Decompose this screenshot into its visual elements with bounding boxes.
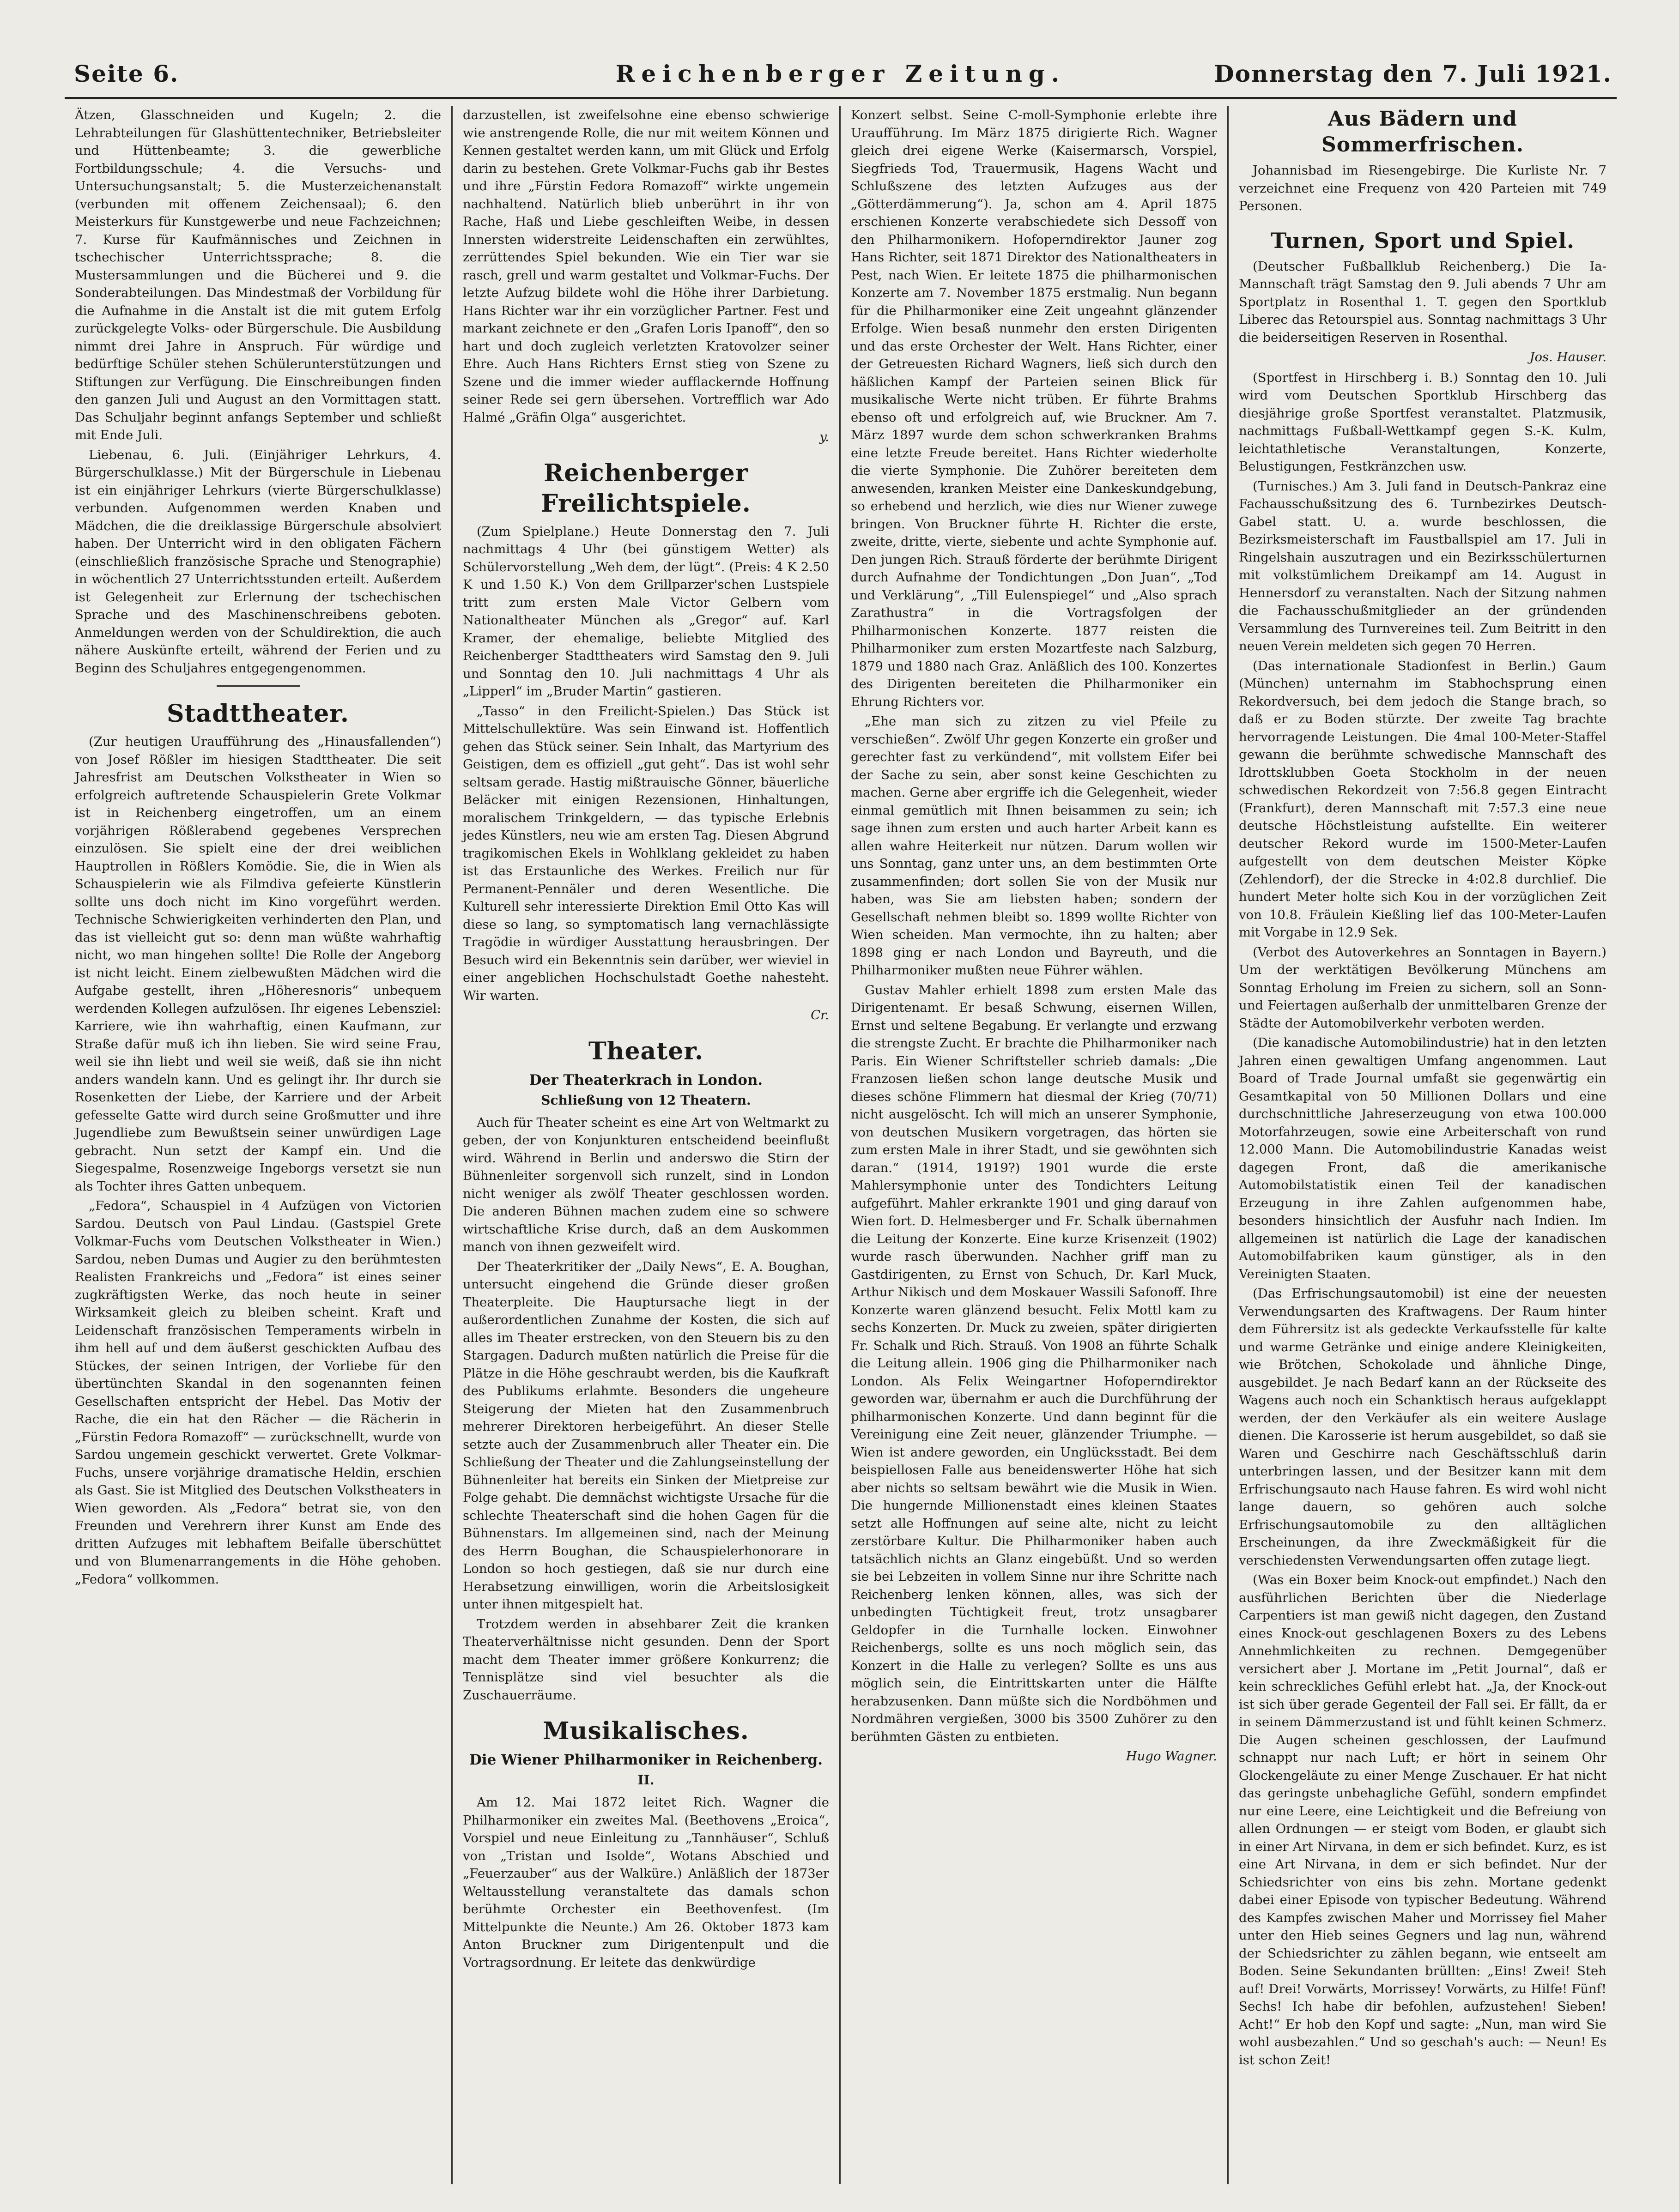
article-part-number: II. (637, 1772, 655, 1788)
article-paragraph: Liebenau, 6. Juli. (Einjähriger Lehrkurs, 4. Bürgerschulklasse.) Mit der Bürgerschule in Liebenau ist ein einjähriger Lehrkurs (vierte Bürgerschulklasse) verbunden. Aufgenommen werden Knaben und Mädchen, die die dreiklassige Bürgerschule absolviert haben. Der Unterricht wird in den obligaten Fächern (einschließlich französische Sprache und Stenographie) in wöchentlich 27 Unterrichtsstunden erteilt. Außerdem ist Gelegenheit zur Erlernung der tschechischen Sprache und des Maschinenschreibens geboten. Anmeldungen werden von der Schuldirektion, die auch nähere Auskünfte erteilt, während der Ferien und zu Beginn des Schuljahres entgegengenommen. (75, 447, 441, 676)
article-paragraph: Konzert selbst. Seine C-moll-Symphonie erlebte ihre Uraufführung. Im März 1875 dirigierte Rich. Wagner gleich drei eigene Werke (Kaisermarsch, Vorspiel, Siegfrieds Tod, Trauermusik, Hagens Wacht und Schlußszene des letzten Aufzuges aus der „Götterdämmerung“). Ja, schon am 4. April 1875 erschienen Konzerte verabschiedete sich Dessoff von den Philharmonikern. Hofoperndirektor Jauner zog Hans Richter, seit 1871 Direktor des Nationaltheaters in Pest, nach Wien. Er leitete 1875 die philharmonischen Konzerte am 7. November 1875 erstmalig. Nun begann für die Philharmoniker eine Zeit ungeahnt glänzender Erfolge. Wien besaß nunmehr den ersten Dirigenten und das erste Orchester der Welt. Hans Richter, einer der Getreuesten Richard Wagners, ließ sich durch den häßlichen Kampf der Parteien seinen Blick für musikalische Werte nicht trüben. Er führte Brahms ebenso oft und erfolgreich auf, wie Bruckner. Am 7. März 1897 wurde dem schon schwerkranken Brahms eine letzte Freude bereitet. Hans Richter wiederholte die vierte Symphonie. Die Zuhörer bereiteten dem anwesenden, kranken Meister eine Dankeskundgebung, so erhebend und herzlich, wie dies nur Wiener zuwege bringen. Von Bruckner führte H. Richter die erste, zweite, dritte, vierte, siebente und achte Symphonie auf. Den jungen Rich. Strauß förderte der berühmte Dirigent durch Aufnahme der Tondichtungen „Don Juan“, „Tod und Verklärung“, „Till Eulenspiegel“ und „Also sprach Zarathustra“ in die Vortragsfolgen der Philharmonischen Konzerte. 1877 reisten die Philharmoniker zum ersten Mozartfeste nach Salzburg, 1879 und 1880 nach Graz. Anläßlich des 100. Konzertes des Dirigenten bereiteten die Philharmoniker ein Ehrung Richters vor. (851, 108, 1217, 709)
author-signature: Jos. Hauser. (1529, 350, 1606, 364)
article-paragraph: (Verbot des Autoverkehres an Sonntagen in Bayern.) Um der werktätigen Bevölkerung Münchens am Sonntag Erholung im Freien zu sichern, soll an Sonn- und Feiertagen außerhalb der unmittelbaren Grenze der Städte der Automobilverkehr verboten werden. (1239, 944, 1606, 1031)
article-paragraph: (Das Erfrischungsautomobil) ist eine der neuesten Verwendungsarten des Kraftwagens. Der Raum hinter dem Führersitz ist als gedeckte Verkaufsstelle für kalte und warme Getränke und einige andere Kleinigkeiten, wie Brötchen, Schokolade und ähnliche Dinge, ausgebildet. Je nach Bedarf kann an der Rückseite des Wagens auch noch ein Schanktisch heraus aufgeklappt werden, der den Verkäufer als ein weitere Auslage dienen. Die Karosserie ist herum ausgebildet, so daß sie Waren und Geschirre nach Geschäftsschluß darin unterbringen lassen, und der Besitzer kann mit dem Erfrischungsauto nach Hause fahren. Es wird wohl nicht lange dauern, so gehören auch solche Erfrischungsautomobile zu den alltäglichen Erscheinungen, da ihre Zweckmäßigkeit für die verschiedensten Verwendungsarten offen zutage liegt. (1239, 1286, 1606, 1568)
article-paragraph: darzustellen, ist zweifelsohne eine ebenso schwierige wie anstrengende Rolle, die nur mit weitem Können und Kennen gestaltet werden kann, um mit Glück und Erfolg darin zu bestehen. Grete Volkmar-Fuchs gab ihr Bestes und ihre „Fürstin Fedora Romazoff“ wirkte ungemein nachhaltend. Natürlich blieb unberührt in ihr von Rache, Haß und Liebe geschleiften Weibe, in dessen Innersten widerstreite Leidenschaften ein zerwühltes, zerrüttendes Spiel bekunden. Wie ein Tier war sie rasch, grell und warm gestaltet und Volkmar-Fuchs. Der letzte Aufzug bildete wohl die Höhe ihrer Darbietung. Hans Richter war ihr ein vorzüglicher Partner. Fest und markant zeichnete er den „Grafen Loris Ipanoff“, den so hart und doch zugleich verletzten Kratovolzer seiner Ehre. Auch Hans Richters Ernst stieg von Szene zu Szene und die immer wieder aufflackernde Hoffnung seiner Rede sei gern übersehen. Vortrefflich war Ado Halmé „Gräfin Olga“ ausgerichtet. (463, 108, 829, 425)
section-title-musikalisches: Musikalisches. (543, 1717, 749, 1745)
article-paragraph: (Sportfest in Hirschberg i. B.) Sonntag den 10. Juli wird vom Deutschen Sportklub Hirschberg das diesjährige große Sportfest veranstaltet. Platzmusik, nachmittags Fußball-Wettkampf gegen S.-K. Kulm, leichtathletische Veranstaltungen, Konzerte, Belustigungen, Festkränzchen usw. (1239, 370, 1606, 474)
section-title-freilichtspiele: Reichenberger Freilichtspiele. (541, 459, 751, 518)
divider (217, 685, 300, 687)
running-header (65, 51, 1617, 99)
article-paragraph: (Zum Spielplane.) Heute Donnerstag den 7. Juli nachmittags 4 Uhr (bei günstigem Wetter) als Schülervorstellung „Weh dem, der lügt“. (Preis: 4 K 2.50 K und 1.50 K.) Von dem Grillparzer'schen Lustspiele tritt zum ersten Male Victor Gelbern vom Nationaltheater München als „Gregor“ auf. Karl Kramer, der ehemalige, beliebte Mitglied des Reichenberger Stadttheaters wird Samstag den 9. Juli und Sonntag den 10. Juli nachmittags 4 Uhr als „Lipperl“ im „Bruder Martin“ gastieren. (463, 524, 829, 699)
columns (65, 106, 1617, 2184)
article-paragraph: Am 12. Mai 1872 leitet Rich. Wagner die Philharmoniker ein zweites Mal. (Beethovens „Eroica“, Vorspiel und neue Einleitung zu „Tannhäuser“, Schluß von „Tristan und Isolde“, Wotans Abschied und „Feuerzauber“ aus der Walküre.) Anläßlich der 1873er Weltausstellung veranstaltete das damals schon berühmte Orchester ein Beethovenfest. (Im Mittelpunkte die Neunte.) Am 26. Oktober 1873 kam Anton Bruckner zum Dirigentenpult und die Vortragsordnung. Er leitete das denkwürdige (463, 1795, 829, 1970)
section-title-baeder: Aus Bädern und Sommerfrischen. (1321, 107, 1524, 157)
article-paragraph: (Das internationale Stadionfest in Berlin.) Gaum (München) unternahm im Stabhochsprung einen Rekordversuch, bei dem jedoch die Stange brach, so daß er zu Boden stürzte. Der zweite Tag brachte hervorragende Leistungen. Die 4mal 100-Meter-Staffel gewann die berühmte schwedische Mannschaft des Idrottsklubben Goeta Stockholm in der neuen schwedischen Rekordzeit von 7:56.8 gegen Eintracht (Frankfurt), deren Mannschaft mit 7:57.3 eine neue deutsche Höchstleistung aufstellte. Ein weiterer deutscher Rekord wurde im 1500-Meter-Laufen aufgestellt von dem deutschen Meister Köpke (Zehlendorf), der die Strecke in 4:02.8 durchlief. Die hundert Meter holte sich Kou in der vorzüglichen Zeit von 10.8. Fräulein Kießling lief das 100-Meter-Laufen mit Vorgabe in 12.9 Sek. (1239, 658, 1606, 940)
article-paragraph: Johannisbad im Riesengebirge. Die Kurliste Nr. 7 verzeichnet eine Frequenz von 420 Parteien mit 749 Personen. (1239, 163, 1606, 213)
article-paragraph: Auch für Theater scheint es eine Art von Weltmarkt zu geben, der von Konjunkturen entscheidend beeinflußt wird. Während in Berlin und anderswo die Stirn der Bühnenleiter sorgenvoll sich runzelt, sind in London nicht weniger als zwölf Theater geschlossen worden. Die anderen Bühnen machen zudem eine so schwere wirtschaftliche Krise durch, daß an dem Auskommen manch von ihnen gezweifelt wird. (463, 1115, 829, 1254)
newspaper-title: Reichenberger Zeitung. (615, 60, 1066, 87)
article-paragraph: „Fedora“, Schauspiel in 4 Aufzügen von Victorien Sardou. Deutsch von Paul Lindau. (Gastspiel Grete Volkmar-Fuchs vom Deutschen Volkstheater in Wien.) Sardou, neben Dumas und Augier zu den berühmtesten Realisten Frankreichs und „Fedora“ ist eines seiner zugkräftigsten Werke, das noch heute in seiner Wirksamkeit gleich zu bleiben scheint. Kraft und Leidenschaft französischen Temperaments wirbeln in ihm hell auf und dem äußerst geschickten Aufbau des Stückes, der seinen Intrigen, der Vorliebe für den übertünchten Skandal in den sogenannten feinen Gesellschaften entspricht der Hebel. Das Motiv der Rache, die ein hat den Rächer — die Rächerin in „Fürstin Fedora Romazoff“ — zurückschnellt, wurde von Sardou ungemein geschickt verwertet. Grete Volkmar-Fuchs, unsere vorjährige dramatische Heldin, erschien als Gast. Sie ist Mitglied des Deutschen Volkstheaters in Wien geworden. Als „Fedora“ betrat sie, von den Freunden und Verehrern ihrer Kunst am Ende des dritten Aufzuges mit lebhaftem Beifalle überschüttet und von Blumenarrangements in die Höhe gehoben. „Fedora“ vollkommen. (75, 1198, 441, 1587)
column-4 (1229, 106, 1617, 2184)
column-3 (841, 106, 1229, 2184)
article-paragraph: (Turnisches.) Am 3. Juli fand in Deutsch-Pankraz eine Fachausschußsitzung des 6. Turnbezirkes Deutsch-Gabel statt. U. a. wurde beschlossen, die Bezirksmeisterschaft im Faustballspiel am 17. Juli in Ringelshain auszutragen und ein Bezirksschülerturnen mit volkstümlichem Dreikampf am 14. August in Hennersdorf zu veranstalten. Nach der Sitzung nahmen die Fachausschußmitglieder an der gründenden Versammlung des Turnvereines teil. Zum Beitritt in den neuen Verein meldeten sich gegen 70 Herren. (1239, 478, 1606, 653)
article-subheadline: Schließung von 12 Theatern. (541, 1092, 751, 1108)
article-paragraph: „Tasso“ in den Freilicht-Spielen.) Das Stück ist Mittelschullektüre. Was sein Einwand ist. Hoffentlich gehen das Stück seiner. Sein Inhalt, das Martyrium des Geistigen, dem es offiziell „gut geht“. Das ist wohl sehr seltsam gerade. Hastig mißtrauische Gönner, bäuerliche Beläcker mit einigen Rezensionen, Hinhaltungen, moralischem Trinkgeldern, — das typische Erlebnis jedes Künstlers, neu wie am ersten Tag. Diesen Abgrund tragikomischen Ekels in Wohlklang gekleidet zu haben ist das Erstaunliche des Werkes. Freilich nur für Permanent-Pennäler und deren Wesentliche. Die Kulturell sehr interessierte Direktion Emil Otto Kas will diese so lang, so symptomatisch lang vernachlässigte Tragödie in würdiger Ausstattung herausbringen. Der Besuch wird ein Bekenntnis sein darüber, wer wieviel in einer angeblichen Hochschulstadt Goethe nahesteht. Wir warten. (463, 703, 829, 1003)
article-paragraph: Trotzdem werden in absehbarer Zeit die kranken Theaterverhältnisse nicht gesunden. Denn der Sport macht dem Theater immer größere Konkurrenz; die Tennisplätze sind viel besuchter als die Zuschauerräume. (463, 1616, 829, 1703)
article-paragraph: Ätzen, Glasschneiden und Kugeln; 2. die Lehrabteilungen für Glashüttentechniker, Betriebsleiter und Hüttenbeamte; 3. die gewerbliche Fortbildungsschule; 4. die Versuchs- und Untersuchungsanstalt; 5. die Musterzeichenanstalt (verbunden mit offenem Zeichensaal); 6. den Meisterkurs für Kunstgewerbe und neue Fachzeichnen; 7. Kurse für Kaufmännisches und Zeichnen in tschechischer Unterrichtssprache; 8. die Mustersammlungen und die Bücherei und 9. die Sonderabteilungen. Das Mindestmaß der Vorbildung für die Aufnahme in die Anstalt ist die mit gutem Erfolg zurückgelegte Volks- oder Bürgerschule. Die Ausbildung nimmt drei Jahre in Anspruch. Für würdige und bedürftige Schüler stehen Schülerunterstützungen und Stiftungen zur Verfügung. Die Einschreibungen finden den ganzen Juli und August an den Vormittagen statt. Das Schuljahr beginnt anfangs September und schließt mit Ende Juli. (75, 108, 441, 442)
article-paragraph: Gustav Mahler erhielt 1898 zum ersten Male das Dirigentenamt. Er besaß Schwung, eisernen Willen, Ernst und seltene Begabung. Er verlangte und erzwang die strengste Zucht. Er brachte die Philharmoniker nach Paris. Ein Wiener Schriftsteller schrieb damals: „Die Franzosen ließen schon lange deutsche Musik und dieses schöne Flimmern hat diesmal der Krieg (70/71) nicht ausgelöscht. Ich will mich an unserer Symphonie, von deutschen Musikern vorgetragen, das hörten sie zum ersten Male in ihrer Stadt, und sie gewöhnten sich daran.“ (1914, 1919?) 1901 wurde die erste Mahlersymphonie unter des Tondichters Leitung aufgeführt. Mahler erkrankte 1901 und ging darauf von Wien fort. D. Helmesberger und Fr. Schalk übernahmen die Leitung der Konzerte. Eine kurze Krisenzeit (1902) wurde rasch überwunden. Nachher griff man zu Gastdirigenten, zu Ernst von Schuch, Dr. Karl Muck, Arthur Nikisch und dem Moskauer Wassili Safonoff. Ihre Konzerte waren glänzend besucht. Felix Mottl kam zu sechs Konzerten. Dr. Muck zu zweien, später dirigierten Fr. Schalk und Rich. Strauß. Von 1908 an führte Schalk die Leitung allein. 1906 ging die Philharmoniker nach London. Als Felix Weingartner Hofoperndirektor geworden war, übernahm er auch die Durchführung der philharmonischen Konzerte. Und dann beginnt für die Vereinigung eine Zeit neuer, glänzender Triumphe. — Wien ist andere geworden, ein Unglücksstadt. Bei dem beispiellosen Falle aus beneidenswerter Höhe hat sich aber nichts so seltsam bewährt wie die Musik in Wien. Die hungernde Millionenstadt eines kleinen Staates setzt alle Hoffnungen auf seine alte, nicht zu leicht zerstörbare Kultur. Die Philharmoniker haben auch tatsächlich nichts an Glanz eingebüßt. Und so werden sie bei Lebzeiten in vollem Sinne nur ihre Schritte nach Reichenberg lenken können, alles, was sich der unbedingten Tüchtigkeit freut, trotz unsagbarer Geldopfer in die Turnhalle locken. Einwohner Reichenbergs, sollte es uns noch möglich sein, das Konzert in die Halle zu verlegen? Sollte es uns aus möglich sein, die Eintrittskarten unter die Hälfte herabzusenken. Dann müßte sich die Nordböhmen und Nordmähren vergießen, 3000 bis 3500 Zuhörer zu den berühmten Gästen zu entbieten. (851, 982, 1217, 1744)
column-2 (453, 106, 841, 2184)
article-paragraph: „Ehe man sich zu zitzen zu viel Pfeile zu verschießen“. Zwölf Uhr gegen Konzerte ein großer und gerechter fast zu verkündend“, mit vollstem Eifer bei der Sache zu sein, aber sonst keine Geschichten zu machen. Gerne aber ergriffe ich die Gelegenheit, wieder einmal gemütlich mit Ihnen beisammen zu sein; ich sage ihnen zum ersten und auch harter Arbeit kann es allen wahre Heiterkeit nur nützen. Darum wollen wir uns Sonntag, ganz unter uns, an dem bestimmten Orte zusammenfinden; dort sollen Sie von der Musik nur haben, was Sie am liebsten haben; sondern der Gesellschaft nehmen bleibt so. 1899 wollte Richter von Wien scheiden. Man vermochte, ihn zu halten; aber 1898 ging er nach London und Bayreuth, und die Philharmoniker mußten neue Führer wählen. (851, 714, 1217, 978)
section-title-theater: Theater. (588, 1037, 704, 1065)
author-signature: y. (819, 429, 829, 444)
author-signature: Hugo Wagner. (1126, 1749, 1217, 1764)
article-headline: Die Wiener Philharmoniker in Reichenberg. (469, 1752, 823, 1768)
article-paragraph: (Die kanadische Automobilindustrie) hat in den letzten Jahren einen gewaltigen Umfang angenommen. Laut Board of Trade Journal umfaßt sie gegenwärtig ein Gesamtkapital von 50 Millionen Dollars und eine durchschnittliche Jahreserzeugung von etwa 100.000 Motorfahrzeugen, sowie eine Arbeiterschaft von rund 12.000 Mann. Die Automobilindustrie Kanadas weist dagegen Front, daß die amerikanische Automobilstatistik einen Teil der kanadischen Erzeugung in ihre Zahlen aufgenommen habe, besonders hinsichtlich der Ausfuhr nach Indien. Im allgemeinen ist natürlich die Lage der kanadischen Automobilfabriken kaum günstiger, als in den Vereinigten Staaten. (1239, 1035, 1606, 1281)
section-title-sport: Turnen, Sport und Spiel. (1270, 228, 1575, 253)
newspaper-page (65, 51, 1617, 2184)
section-title-stadttheater: Stadttheater. (166, 700, 350, 728)
article-paragraph: (Was ein Boxer beim Knock-out empfindet.) Nach den ausführlichen Berichten über die Niederlage Carpentiers ist man gewiß nicht dagegen, den Zustand eines Knock-out geschlagenen Boxers zu des Lebens Annehmlichkeiten zu rechnen. Demgegenüber versichert aber J. Mortane im „Petit Journal“, daß er kein schreckliches Gefühl erlebt hat. „Ja, der Knock-out ist sich über gerade Gegenteil der Fall sei. Er fällt, da er in seinem Dämmerzustand ist und fühlt keinen Schmerz. Die Augen scheinen geschlossen, der Laufmund schnappt nur nach Luft; er hört in seinem Ohr Glockengeläute zu einer Menge Zuschauer. Er hat nicht das geringste unbehagliche Gefühl, sondern empfindet nur eine Leere, eine Leichtigkeit und die Befreiung von allen Ordnungen — er steigt vom Boden, er glaubt sich in einer Art Nirvana, in dem er sich befindet. Kurz, es ist eine Art Nirvana, in dem er sich befindet. Nur der Schiedsrichter von eins bis zehn. Mortane gedenkt dabei einer Episode von typischer Bedeutung. Während des Kampfes zwischen Maher und Morrissey fiel Maher unter den Hieb seines Gegners und lag nun, während der Schiedsrichter zu zählen begann, wie entseelt am Boden. Seine Sekundanten brüllten: „Eins! Zwei! Steh auf! Drei! Vorwärts, Morrissey! Vorwärts, zu Hilfe! Fünf! Sechs! Ich habe dir befohlen, aufzustehen! Sieben! Acht!“ Er hob den Kopf und sagte: „Nun, man wird Sie wohl ausbezahlen.“ Und so geschah's auch: — Neun! Es ist schon Zeit! (1239, 1572, 1606, 2067)
column-1 (65, 106, 453, 2184)
article-paragraph: (Zur heutigen Uraufführung des „Hinausfallenden“) von Josef Rößler im hiesigen Stadttheater. Die seit Jahresfrist am Deutschen Volkstheater in Wien so erfolgreich auftretende Schauspielerin Grete Volkmar ist in Reichenberg eingetroffen, um an einem vorjährigen Rößlerabend gegebenes Versprechen einzulösen. Sie spielt eine der drei weiblichen Hauptrollen in Rößlers Komödie. Sie, die in Wien als Schauspielerin wie als Filmdiva gefeierte Künstlerin sollte uns doch nicht im Kino vorgeführt werden. Technische Schwierigkeiten verhinderten den Plan, und das ist vielleicht gut so: denn man wüßte wahrhaftig nicht, wo man hingehen sollte! Die Rolle der Angeborg ist nicht leicht. Einem zielbewußten Mädchen wird die Aufgabe gestellt, ihren „Höheresnoris“ unbequem werdenden Kollegen aufzulösen. Ihr eigenes Lebensziel: Karriere, wie ihn wahrhaftig, einen Kaufmann, zur Straße dafür muß ich ihn lieben. Sie wird seine Frau, weil sie ihn liebt und weil sie weiß, daß sie ihn nicht anders wandeln kann. Und es gelingt ihr. Ihr durch sie Rosenketten der Liebe, der Karriere und der Arbeit gefesselte Gatte wird durch seine Großmutter und ihre Jugendliebe zum Bewußtsein seiner unwürdigen Lage gebracht. Nun setzt der Kampf ein. Und die Siegespalme, Rosenzweige Ingeborgs versetzt sie nun als Tochter ihres Gatten unbequem. (75, 734, 441, 1194)
article-paragraph: (Deutscher Fußballklub Reichenberg.) Die Ia-Mannschaft trägt Samstag den 9. Juli abends 7 Uhr am Sportplatz in Rosenthal 1. T. gegen den Sportklub Liberec das Retourspiel aus. Sonntag nachmittags 3 Uhr die beiderseitigen Reserven in Rosenthal. (1239, 259, 1606, 345)
page-number: Seite 6. (74, 60, 179, 87)
author-signature: Cr. (811, 1008, 829, 1022)
article-paragraph: Der Theaterkritiker der „Daily News“, E. A. Boughan, untersucht eingehend die Gründe dieser großen Theaterpleite. Die Hauptursache liegt in der außerordentlichen Zunahme der Kosten, die sich auf alles im Theater erstrecken, von den Steuern bis zu den Stargagen. Dadurch mußten natürlich die Preise für die Plätze in die Höhe geschraubt werden, bis die Kaufkraft des Publikums erlahmte. Besonders die ungeheure Steigerung der Mieten hat den Zusammenbruch mehrerer Direktoren herbeigeführt. An dieser Stelle setzte auch der Zusammenbruch aller Theater ein. Die Schließung der Theater und die Zahlungseinstellung der Bühnenleiter hat bereits ein Sinken der Mietpreise zur Folge gehabt. Die demnächst wichtigste Ursache für die schlechte Theaterschaft sind die hohen Gagen für die Bühnenstars. Im allgemeinen sind, nach der Meinung des Herrn Boughan, die Schauspielerhonorare in London so hoch gestiegen, daß sie nur durch eine Herabsetzung einwilligen, worin die Arbeitslosigkeit unter ihnen mitgespielt hat. (463, 1259, 829, 1612)
issue-date: Donnerstag den 7. Juli 1921. (1214, 60, 1612, 87)
article-headline: Der Theaterkrach in London. (529, 1071, 763, 1088)
